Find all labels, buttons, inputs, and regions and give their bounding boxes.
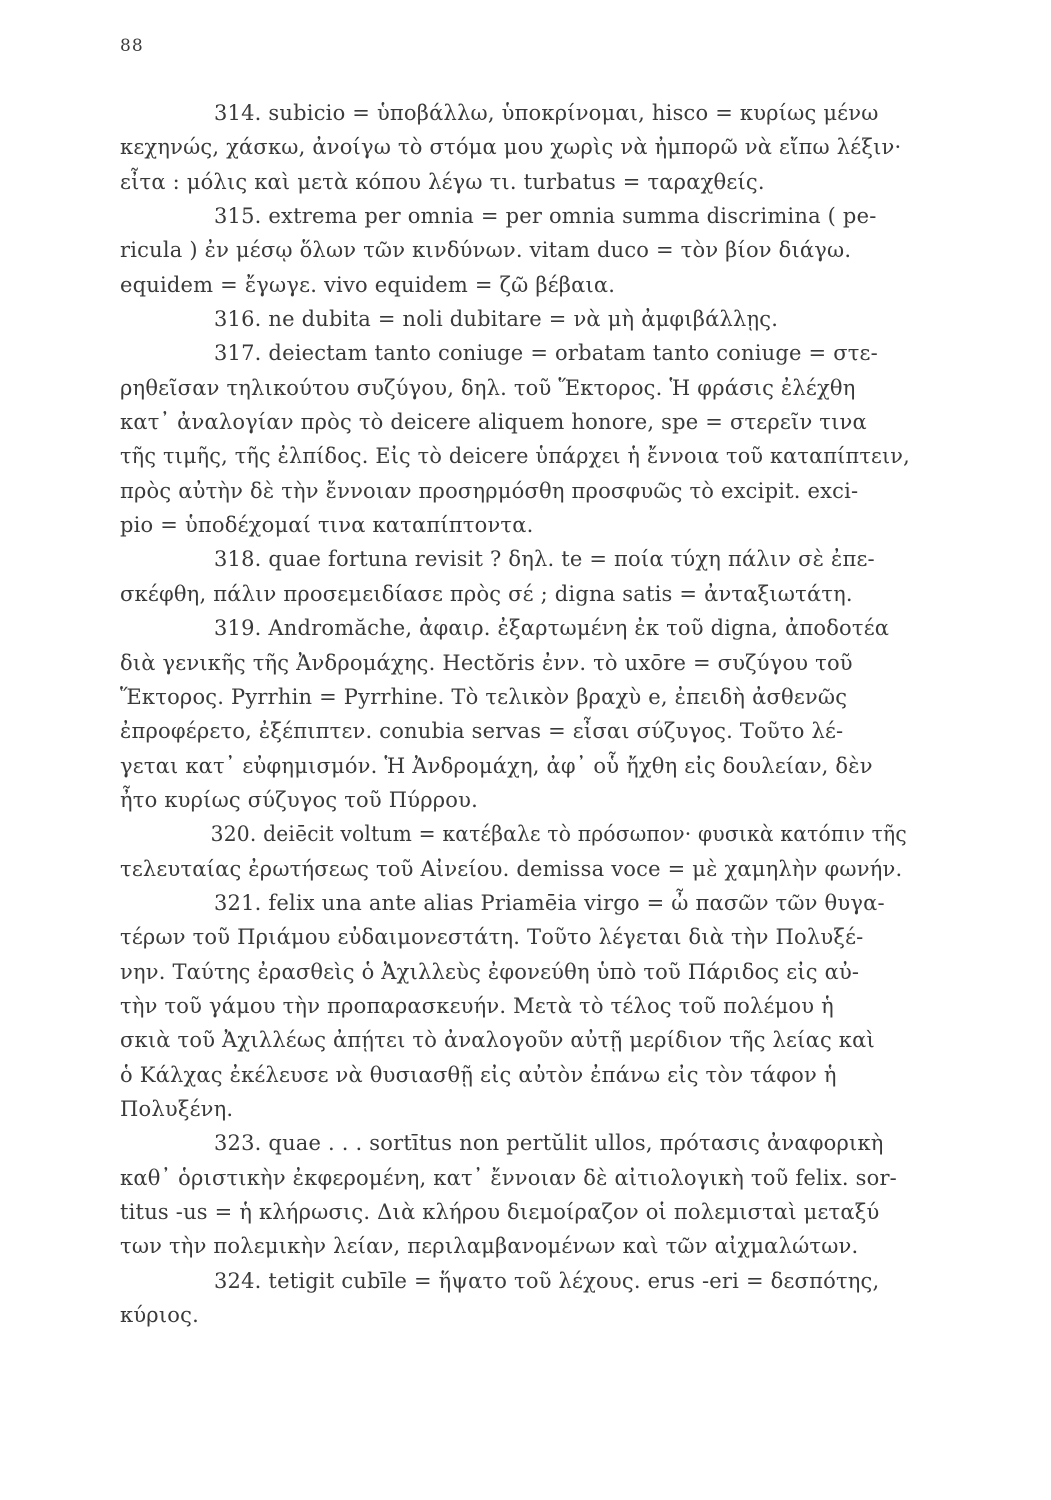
text-line: titus -us = ἡ κλήρωσις. Διὰ κλήρου διεμοίραζον οἱ πολεμισταὶ μεταξύ (120, 1200, 880, 1224)
text-line: 317. deiectam tanto coniuge = orbatam tanto coniuge = στε- (214, 341, 878, 366)
text-line: 320. deiēcit voltum = κατέβαλε τὸ πρόσωπον· φυσικὰ κατόπιν τῆς (210, 822, 907, 847)
text-line: 321. felix una ante alias Priamēia virgo = ὦ πασῶν τῶν θυγα- (214, 890, 885, 915)
text-line: νην. Ταύτης ἐρασθεὶς ὁ Ἀχιλλεὺς ἐφονεύθη ὑπὸ τοῦ Πάριδος εἰς αὐ- (120, 959, 860, 984)
text-line: γεται κατ᾽ εὐφημισμόν. Ἡ Ἀνδρομάχη, ἀφ᾽ οὗ ἤχθη εἰς δουλείαν, δὲν (120, 753, 873, 778)
text-line: τέρων τοῦ Πριάμου εὐδαιμονεστάτη. Τοῦτο λέγεται διὰ τὴν Πολυξέ- (120, 925, 864, 950)
text-line: διὰ γενικῆς τῆς Ἀνδρομάχης. Hectŏris ἐνν. τὸ uxōre = συζύγου τοῦ (120, 650, 853, 675)
text-line: 316. ne dubita = noli dubitare = νὰ μὴ ἀμφιβάλλῃς. (214, 307, 779, 332)
text-line: Πολυξένη. (120, 1096, 234, 1121)
text-line: τῆς τιμῆς, τῆς ἐλπίδος. Εἰς τὸ deicere ὑπάρχει ἡ ἔννοια τοῦ καταπίπτειν, (120, 444, 910, 469)
text-line: κύριος. (120, 1303, 199, 1328)
commentary-text (120, 96, 910, 1332)
text-line: ἐπροφέρετο, ἐξέπιπτεν. conubia servas = εἶσαι σύζυγος. Τοῦτο λέ- (120, 719, 844, 744)
text-line: 324. tetigit cubīle = ἥψατο τοῦ λέχους. erus -eri = δεσπότης, (214, 1268, 880, 1293)
text-line: ἦτο κυρίως σύζυγος τοῦ Πύρρου. (120, 787, 478, 812)
text-line: ὁ Κάλχας ἐκέλευσε νὰ θυσιασθῇ εἰς αὐτὸν ἐπάνω εἰς τὸν τάφον ἡ (120, 1062, 837, 1087)
text-line: κατ᾽ ἀναλογίαν πρὸς τὸ deicere aliquem honore, spe = στερεῖν τινα (120, 410, 867, 435)
text-line: 315. extrema per omnia = per omnia summa discrimina ( pe- (214, 204, 877, 229)
text-line: 318. quae fortuna revisit ? δηλ. te = ποία τύχη πάλιν σὲ ἐπε- (214, 547, 875, 572)
text-line: τὴν τοῦ γάμου τὴν προπαρασκευήν. Μετὰ τὸ τέλος τοῦ πολέμου ἡ (120, 993, 834, 1018)
text-line: σκιὰ τοῦ Ἀχιλλέως ἀπῄτει τὸ ἀναλογοῦν αὐτῇ μερίδιον τῆς λείας καὶ (120, 1028, 875, 1053)
text-line: κεχηνώς, χάσκω, ἀνοίγω τὸ στόμα μου χωρὶς νὰ ἠμπορῶ νὰ εἴπω λέξιν· (120, 135, 902, 160)
text-line: ricula ) ἐν μέσῳ ὅλων τῶν κινδύνων. vitam duco = τὸν βίον διάγω. (120, 238, 852, 263)
text-line: σκέφθη, πάλιν προσεμειδίασε πρὸς σέ ; digna satis = ἀνταξιωτάτη. (120, 581, 853, 606)
text-line: Ἕκτορος. Pyrrhin = Pyrrhine. Τὸ τελικὸν βραχὺ e, ἐπειδὴ ἀσθενῶς (120, 684, 848, 709)
text-line: καθ᾽ ὁριστικὴν ἐκφερομένη, κατ᾽ ἔννοιαν δὲ αἰτιολογικὴ τοῦ felix. sor- (120, 1165, 897, 1190)
text-line: τελευταίας ἐρωτήσεως τοῦ Αἰνείου. demissa voce = μὲ χαμηλὴν φωνήν. (120, 856, 903, 881)
text-line: pio = ὑποδέχομαί τινα καταπίπτοντα. (120, 513, 534, 538)
text-line: 314. subicio = ὑποβάλλω, ὑποκρίνομαι, hisco = κυρίως μένω (214, 101, 879, 125)
text-line: εἶτα : μόλις καὶ μετὰ κόπου λέγω τι. turbatus = ταραχθείς. (120, 169, 765, 194)
text-line: equidem = ἔγωγε. vivo equidem = ζῶ βέβαια. (120, 272, 616, 297)
page-number: 88 (120, 36, 144, 56)
text-line: 319. Andromăche, ἀφαιρ. ἐξαρτωμένη ἐκ τοῦ digna, ἀποδοτέα (214, 616, 890, 641)
text-line: 323. quae . . . sortītus non pertŭlit ullos, πρότασις ἀναφορικὴ (214, 1131, 884, 1156)
text-line: πρὸς αὐτὴν δὲ τὴν ἔννοιαν προσηρμόσθη προσφυῶς τὸ excipit. exci- (120, 478, 859, 503)
text-line: ρηθεῖσαν τηλικούτου συζύγου, δηλ. τοῦ Ἕκτορος. Ἡ φράσις ἐλέχθη (120, 375, 856, 400)
text-line: των τὴν πολεμικὴν λείαν, περιλαμβανομένων καὶ τῶν αἰχμαλώτων. (120, 1234, 859, 1259)
